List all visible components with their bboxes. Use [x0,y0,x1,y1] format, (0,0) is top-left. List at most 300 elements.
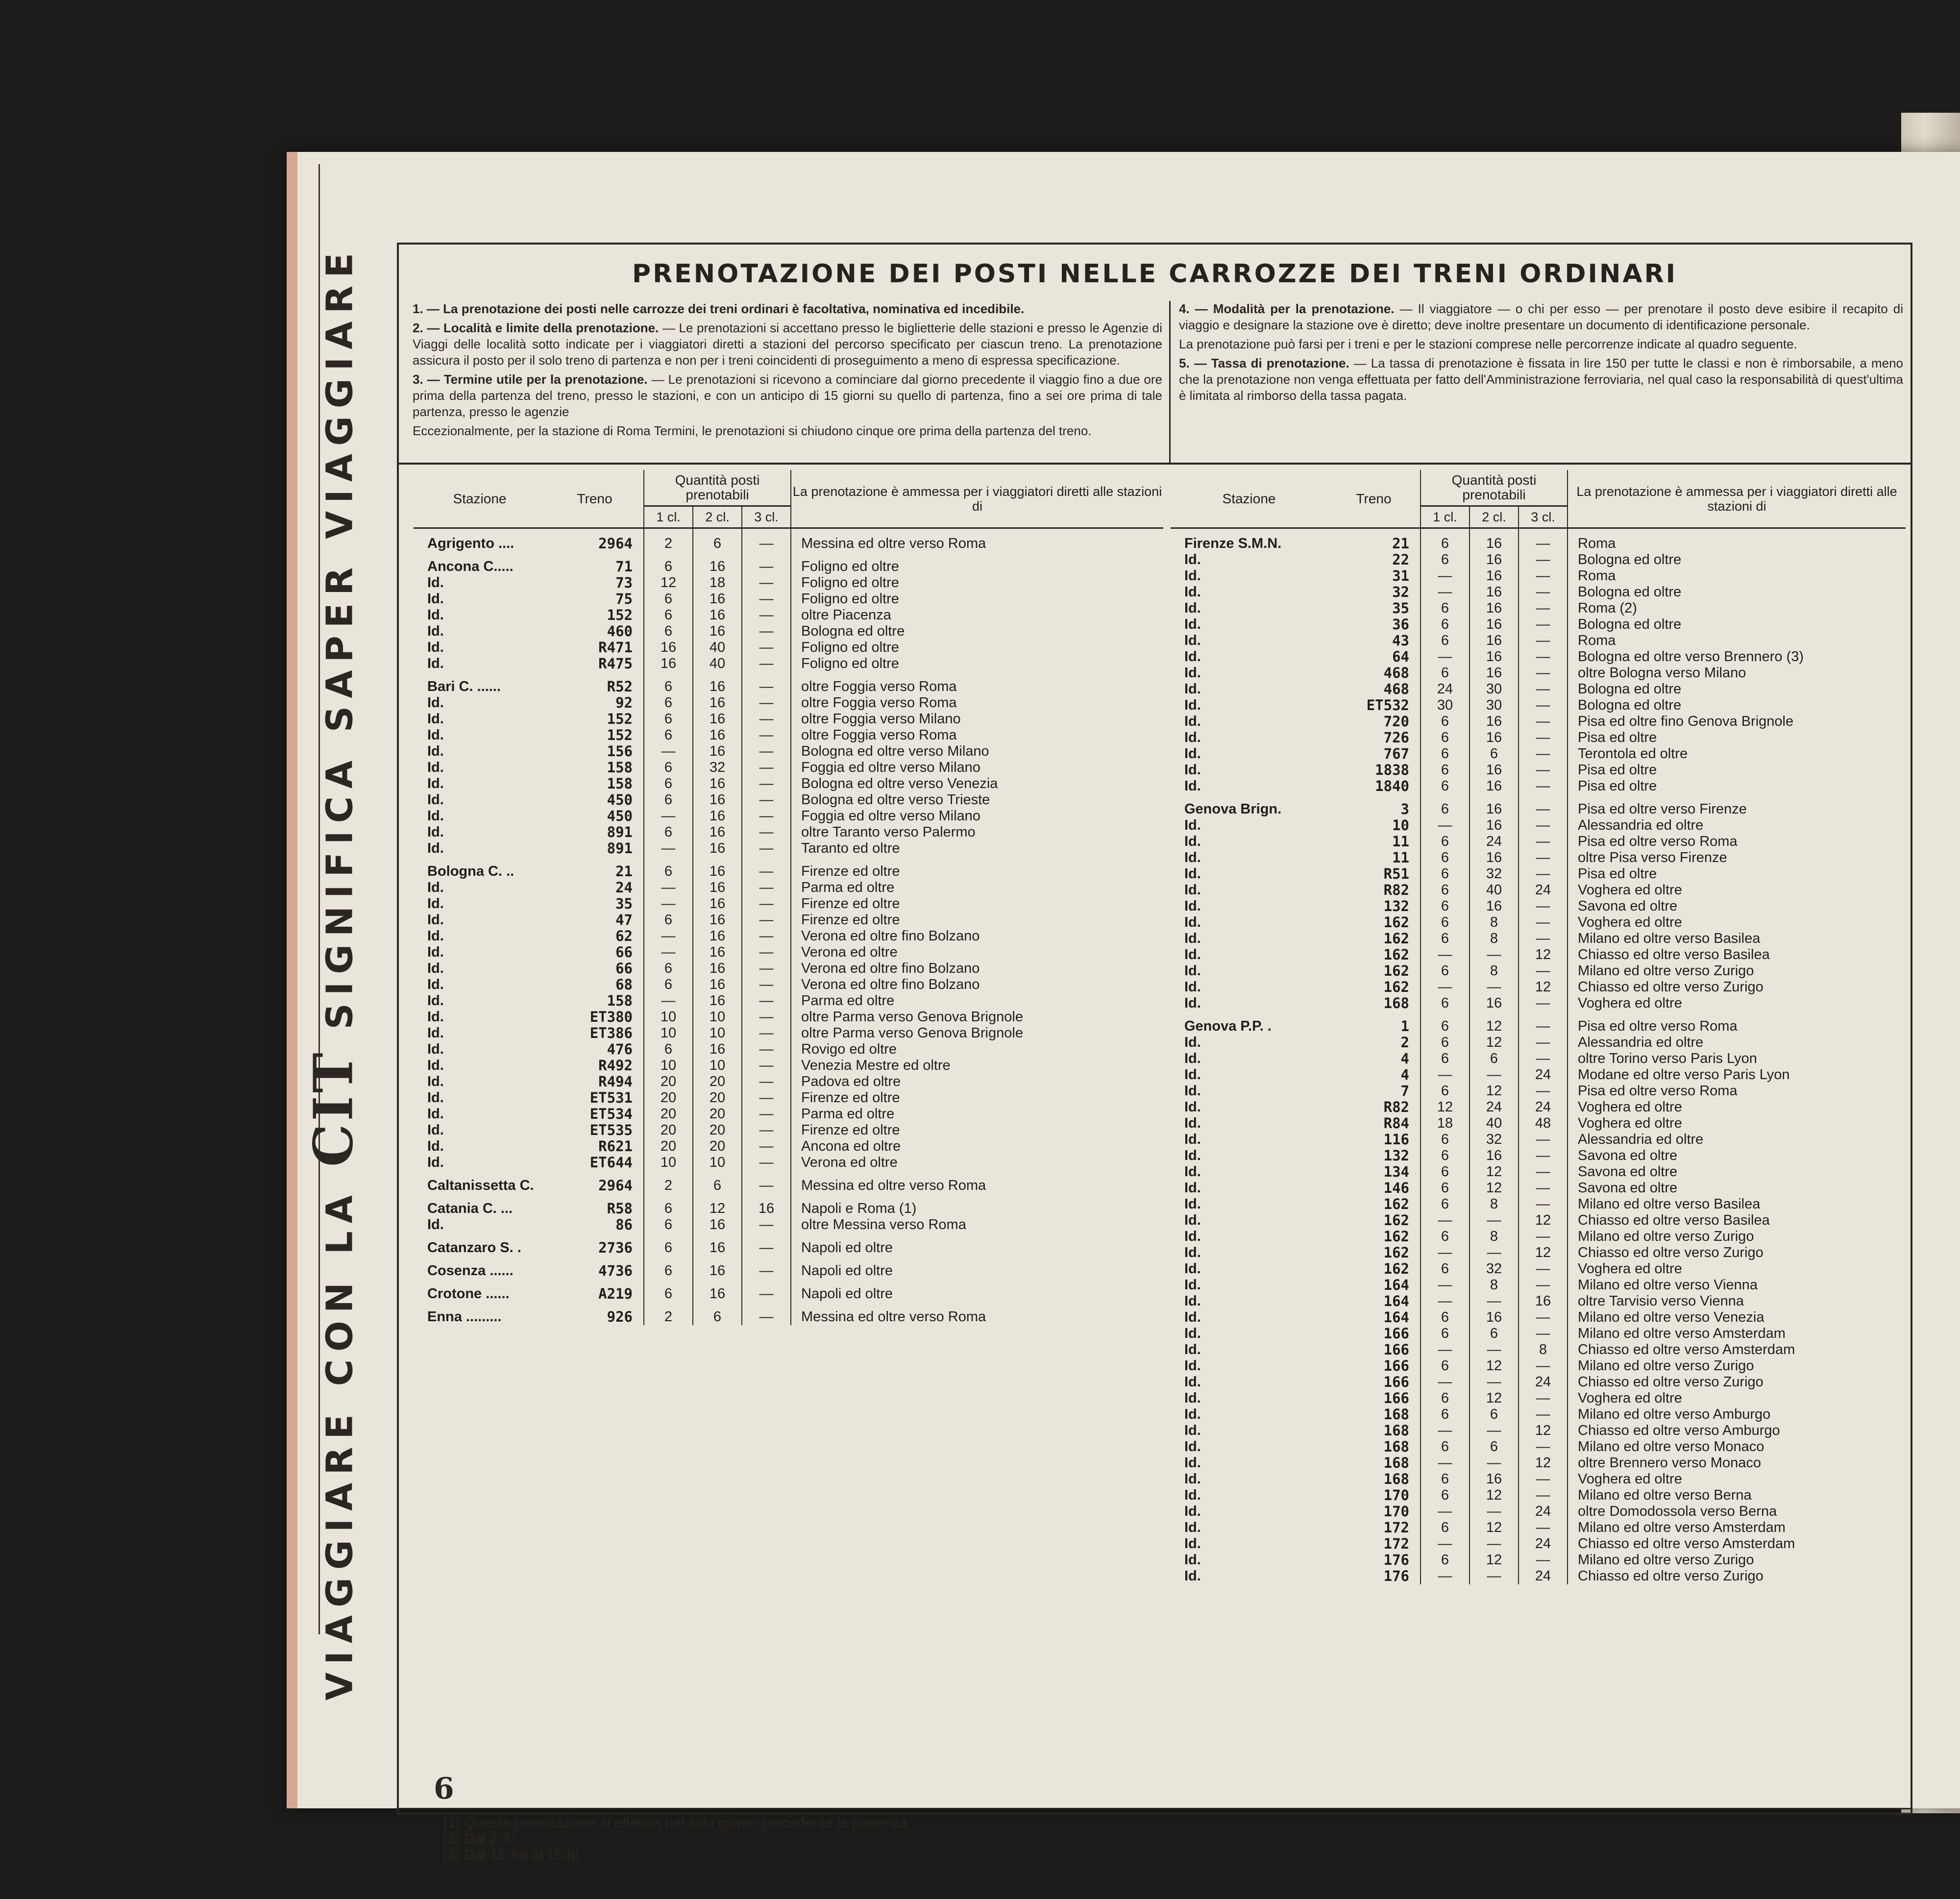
table-row [1171,568,1906,584]
train-cell: 158 [607,760,633,776]
class1-cell: 6 [1421,665,1470,681]
spacer-cell [644,1194,693,1201]
class1-cell: 6 [644,912,693,928]
class2-cell: 40 [1470,1115,1519,1132]
table-row [1171,1148,1906,1164]
station-cell: Id. [1184,914,1201,930]
destination-cell: Pisa ed oltre fino Genova Brignole [1568,714,1906,730]
spacer-cell [742,1233,791,1240]
spacer-cell [1327,528,1421,536]
station-cell: Catanzaro S. . [427,1240,521,1256]
destination-cell: Pisa ed oltre [1568,778,1906,794]
train-cell: 152 [607,727,633,743]
class3-cell: — [1519,1051,1568,1067]
train-cell: 152 [607,607,633,623]
spacer-row [414,1233,1163,1240]
class1-cell: 6 [644,776,693,792]
train-cell: R475 [598,656,633,672]
station-cell: Id. [427,1090,444,1106]
spacer-row [414,1171,1163,1178]
spacer-cell [546,528,644,536]
station-cell: Id. [1184,697,1201,713]
destination-cell: Verona ed oltre [791,1155,1163,1171]
station-cell: Ancona C..... [427,559,514,574]
class3-cell: — [742,1309,791,1325]
class3-cell: — [1519,633,1568,649]
spacer-cell [414,552,546,559]
spacer-row [414,1256,1163,1263]
page-title: PRENOTAZIONE DEI POSTI NELLE CARROZZE DEI TRENI ORDINARI [632,259,1678,289]
spacer-cell [414,1302,546,1309]
train-cell: 168 [1383,995,1409,1011]
station-cell: Id. [1184,882,1201,898]
class2-cell: 16 [693,711,742,727]
station-cell: Id. [427,912,444,928]
spacer-cell [414,672,546,679]
station-cell: Agrigento .... [427,536,514,551]
class2-cell: 16 [693,808,742,824]
class2-cell: 40 [1470,882,1519,898]
class2-cell: 20 [693,1138,742,1155]
header-ammessa: La prenotazione è ammessa per i viaggiatori diretti alle stazioni di [1568,470,1906,528]
destination-cell: Messina ed oltre verso Roma [791,1178,1163,1194]
station-cell: Id. [1184,730,1201,745]
station-cell: Id. [1184,1504,1201,1519]
table-row [1171,1471,1906,1487]
class1-cell: 6 [1421,1035,1470,1051]
class2-cell: — [1470,1423,1519,1439]
header-row [1171,470,1906,506]
station-cell: Id. [1184,1148,1201,1163]
table-row [1171,1342,1906,1358]
destination-cell: Chiasso ed oltre verso Zurigo [1568,1374,1906,1390]
class3-cell: — [742,1074,791,1090]
header-stazione: Stazione [414,470,546,528]
table-row [1171,552,1906,568]
train-cell: 450 [607,808,633,824]
table-row [1171,1261,1906,1277]
class3-cell: — [1519,1261,1568,1277]
train-cell: 116 [1383,1132,1409,1148]
destination-cell: oltre Parma verso Genova Brignole [791,1025,1163,1041]
station-cell: Id. [1184,1439,1201,1455]
class2-cell: 30 [1470,697,1519,714]
spacer-cell [693,1279,742,1286]
train-cell: 168 [1383,1406,1409,1423]
station-cell: Id. [1184,1342,1201,1357]
station-cell: Id. [1184,1309,1201,1325]
train-cell: 162 [1383,1261,1409,1277]
class2-cell: 16 [693,977,742,993]
destination-cell: Pisa ed oltre [1568,762,1906,778]
footnotes [443,1815,911,1864]
station-cell: Id. [1184,600,1201,616]
station-cell: Id. [427,1009,444,1025]
destination-cell: Milano ed oltre verso Amsterdam [1568,1326,1906,1342]
table-row [414,928,1163,944]
class3-cell: — [742,792,791,808]
class2-cell: — [1470,1293,1519,1309]
train-cell: ET534 [589,1106,633,1122]
table-row [414,640,1163,656]
station-cell: Id. [427,640,444,655]
class3-cell: — [742,1240,791,1256]
class2-cell: 16 [1470,995,1519,1011]
table-row [414,1138,1163,1155]
class1-cell: 2 [644,1178,693,1194]
destination-cell: Pisa ed oltre [1568,730,1906,746]
destination-cell: Parma ed oltre [791,880,1163,896]
train-cell: 75 [615,591,633,607]
header-quantita: Quantità posti prenotabili [644,470,791,506]
station-cell: Id. [1184,1471,1201,1487]
class3-cell: — [1519,1309,1568,1326]
destination-cell: Alessandria ed oltre [1568,1035,1906,1051]
book-page [287,152,1960,1863]
class1-cell: 6 [644,1201,693,1217]
header-row [414,470,1163,506]
class3-cell: 12 [1519,1455,1568,1471]
destination-cell: Bologna ed oltre [1568,697,1906,714]
class2-cell: 16 [1470,714,1519,730]
table-row [414,944,1163,961]
destination-cell: Chiasso ed oltre verso Zurigo [1568,1245,1906,1261]
destination-cell: Voghera ed oltre [1568,1471,1906,1487]
class1-cell: — [1421,1374,1470,1390]
station-cell: Id. [1184,617,1201,632]
station-cell: Id. [1184,1212,1201,1228]
station-cell: Id. [1184,778,1201,794]
destination-cell: Voghera ed oltre [1568,1099,1906,1115]
class3-cell: — [1519,1390,1568,1406]
class2-cell: — [1470,947,1519,963]
train-cell: ET386 [589,1025,633,1041]
train-cell: 168 [1383,1471,1409,1487]
class3-cell: — [742,863,791,880]
destination-cell: oltre Messina verso Roma [791,1217,1163,1233]
station-cell: Id. [427,1025,444,1041]
class1-cell: — [1421,1568,1470,1584]
train-cell: 64 [1392,649,1409,665]
train-cell: 166 [1383,1342,1409,1358]
class3-cell: — [1519,1018,1568,1035]
table-row [1171,850,1906,866]
class2-cell: 6 [693,1178,742,1194]
station-cell: Id. [427,880,444,895]
destination-cell: Pisa ed oltre [1568,866,1906,882]
train-cell: 468 [1383,665,1409,681]
class1-cell: 2 [644,1309,693,1325]
table-row [414,1025,1163,1041]
train-cell: 476 [607,1041,633,1058]
table-row [1171,1277,1906,1293]
destination-cell: Firenze ed oltre [791,896,1163,912]
destination-cell: Terontola ed oltre [1568,746,1906,762]
table-row [414,1058,1163,1074]
station-cell: Id. [1184,762,1201,778]
destination-cell: Foligno ed oltre [791,640,1163,656]
class1-cell: 6 [1421,914,1470,931]
train-cell: 162 [1383,1245,1409,1261]
spacer-row [414,672,1163,679]
class1-cell: 18 [1421,1115,1470,1132]
station-cell: Id. [1184,681,1201,697]
class1-cell: 6 [1421,995,1470,1011]
rule-heading: 4. — Modalità per la prenotazione. [1179,301,1395,316]
train-cell: 162 [1383,1212,1409,1229]
class2-cell: 12 [1470,1552,1519,1568]
rule-text: — La tassa di prenotazione è fissata in lire 150 per tutte le classi e non è rimborsabile, a meno che la prenotazione non venga effettuata per fatto dell'Amministrazione ferroviaria, nel qual caso la responsabilità di quest'ultima è limitata al rimborso della tassa pagata. [1179,356,1903,403]
class3-cell: — [1519,649,1568,665]
station-cell: Id. [1184,1277,1201,1293]
train-cell: 1838 [1375,762,1409,778]
station-cell: Id. [427,711,444,727]
class3-cell: — [742,1122,791,1138]
table-row [1171,1245,1906,1261]
spacer-cell [414,1194,546,1201]
class1-cell: 6 [644,727,693,743]
train-cell: 162 [1383,1196,1409,1212]
class3-cell: — [1519,1083,1568,1099]
class1-cell: 6 [1421,536,1470,552]
destination-cell: Chiasso ed oltre verso Amsterdam [1568,1342,1906,1358]
class2-cell: 16 [1470,1471,1519,1487]
header-cl3: 3 cl. [1519,506,1568,528]
class3-cell: — [1519,600,1568,617]
train-cell: ET380 [589,1009,633,1025]
class3-cell: — [1519,866,1568,882]
class1-cell: — [644,993,693,1009]
spacer-cell [546,672,644,679]
table-row [414,1217,1163,1233]
train-cell: 767 [1383,746,1409,762]
destination-cell: Milano ed oltre verso Zurigo [1568,1229,1906,1245]
class3-cell: 48 [1519,1115,1568,1132]
class1-cell: — [644,840,693,857]
class2-cell: 40 [693,640,742,656]
station-cell: Id. [1184,1099,1201,1115]
class1-cell: — [644,944,693,961]
table-row [414,536,1163,552]
header-treno: Treno [1327,470,1421,528]
spacer-row [1171,1011,1906,1018]
train-cell: 146 [1383,1180,1409,1196]
spacer-cell [742,672,791,679]
class1-cell: 6 [644,695,693,711]
class2-cell: 10 [693,1155,742,1171]
table-row [1171,600,1906,617]
class2-cell: 6 [1470,746,1519,762]
train-cell: 132 [1383,898,1409,914]
reservation-frame [397,243,1912,1863]
destination-cell: Foligno ed oltre [791,559,1163,575]
train-cell: ET535 [589,1122,633,1138]
station-cell: Id. [1184,1196,1201,1212]
station-cell: Id. [1184,1552,1201,1568]
table-row [414,863,1163,880]
station-cell: Id. [427,575,444,591]
class3-cell: 12 [1519,1212,1568,1229]
class3-cell: — [742,640,791,656]
class3-cell: — [1519,1358,1568,1374]
train-cell: 2 [1400,1035,1409,1051]
table-row [414,743,1163,760]
class3-cell: 24 [1519,1536,1568,1552]
class2-cell: 16 [1470,568,1519,584]
spacer-cell [1327,794,1421,801]
class2-cell: 12 [693,1201,742,1217]
table-row [414,824,1163,840]
class2-cell: 16 [693,679,742,695]
class1-cell: 6 [1421,1261,1470,1277]
class1-cell: 6 [1421,931,1470,947]
station-cell: Enna ......... [427,1309,502,1325]
destination-cell: Pisa ed oltre verso Firenze [1568,801,1906,817]
spacer-cell [791,552,1163,559]
class2-cell: 6 [1470,1406,1519,1423]
class1-cell: 10 [644,1009,693,1025]
station-cell: Id. [427,824,444,840]
class1-cell: — [1421,1067,1470,1083]
class2-cell: 16 [693,912,742,928]
rules-right-column [1179,301,1903,407]
class3-cell: — [1519,617,1568,633]
station-cell: Bari C. ...... [427,679,501,694]
class2-cell: — [1470,1455,1519,1471]
table-row [1171,584,1906,600]
rule-heading: 3. — Termine utile per la prenotazione. [413,372,648,387]
station-cell: Id. [427,695,444,711]
class1-cell: 6 [644,607,693,623]
class3-cell: — [742,727,791,743]
spacer-cell [1568,794,1906,801]
table-row [1171,1374,1906,1390]
table-row [1171,898,1906,914]
train-cell: 1 [1400,1018,1409,1035]
station-cell: Crotone ...... [427,1286,510,1302]
spacer-cell [1171,794,1327,801]
spacer-cell [1568,1011,1906,1018]
class2-cell: 8 [1470,931,1519,947]
train-cell: 86 [615,1217,633,1233]
table-row [414,1122,1163,1138]
cit-logo: CIT [301,1050,365,1167]
class1-cell: 6 [1421,1083,1470,1099]
table-row [1171,762,1906,778]
station-cell: Id. [427,993,444,1009]
spacer-cell [546,1256,644,1263]
station-cell: Id. [427,1041,444,1057]
class1-cell: — [1421,1212,1470,1229]
train-cell: R58 [607,1201,633,1217]
train-cell: 73 [615,575,633,591]
train-cell: 158 [607,993,633,1009]
class2-cell: 16 [693,928,742,944]
class1-cell: — [1421,584,1470,600]
train-cell: 22 [1392,552,1409,568]
table-row [414,559,1163,575]
destination-cell: Milano ed oltre verso Vienna [1568,1277,1906,1293]
destination-cell: Firenze ed oltre [791,912,1163,928]
table-row [1171,1196,1906,1212]
destination-cell: Bologna ed oltre [1568,552,1906,568]
class2-cell: 12 [1470,1520,1519,1536]
class2-cell: 16 [693,880,742,896]
station-cell: Id. [1184,1261,1201,1277]
train-cell: 32 [1392,584,1409,600]
class3-cell: — [1519,1471,1568,1487]
header-cl2: 2 cl. [693,506,742,528]
train-cell: 1840 [1375,778,1409,794]
table-row [1171,1035,1906,1051]
destination-cell: Chiasso ed oltre verso Basilea [1568,947,1906,963]
spacer-cell [742,1171,791,1178]
class2-cell: 16 [1470,633,1519,649]
class3-cell: — [742,1217,791,1233]
table-row [1171,1358,1906,1374]
spacer-row [1171,528,1906,536]
train-cell: R494 [598,1074,633,1090]
class3-cell: — [742,1286,791,1302]
destination-cell: Taranto ed oltre [791,840,1163,857]
destination-cell: Rovigo ed oltre [791,1041,1163,1058]
class1-cell: — [1421,568,1470,584]
table-row [414,727,1163,743]
class2-cell: 12 [1470,1358,1519,1374]
table-row [414,1309,1163,1325]
class3-cell: — [1519,995,1568,1011]
timetable-right [1171,470,1906,1584]
spacer-row [414,552,1163,559]
spacer-cell [414,1233,546,1240]
table-row [1171,1229,1906,1245]
class1-cell: 6 [1421,1196,1470,1212]
destination-cell: Milano ed oltre verso Amburgo [1568,1406,1906,1423]
station-cell: Id. [1184,1229,1201,1244]
table-row [1171,834,1906,850]
spacer-cell [791,1302,1163,1309]
timetable-left [414,470,1163,1325]
train-cell: 71 [615,559,633,575]
class1-cell: 6 [644,1041,693,1058]
class3-cell: — [1519,1552,1568,1568]
spacer-cell [546,857,644,863]
class2-cell: 6 [693,536,742,552]
spacer-cell [644,672,693,679]
class3-cell: — [742,1155,791,1171]
class1-cell: — [644,896,693,912]
train-cell: 166 [1383,1358,1409,1374]
rules-left-column [413,301,1162,442]
class2-cell: 10 [693,1025,742,1041]
station-cell: Id. [1184,979,1201,995]
class1-cell: 6 [1421,1552,1470,1568]
station-cell: Id. [427,760,444,775]
class1-cell: 6 [644,824,693,840]
class2-cell: 16 [693,792,742,808]
train-cell: R621 [598,1138,633,1155]
rule-paragraph [413,423,1162,439]
rule-heading: 2. — Località e limite della prenotazione. [413,321,659,335]
station-cell: Id. [427,607,444,623]
class2-cell: 16 [1470,649,1519,665]
train-cell: 7 [1400,1083,1409,1099]
table-row [1171,963,1906,979]
class1-cell: 6 [1421,600,1470,617]
spacer-cell [1421,1011,1470,1018]
class3-cell: — [742,591,791,607]
train-cell: 891 [607,824,633,840]
